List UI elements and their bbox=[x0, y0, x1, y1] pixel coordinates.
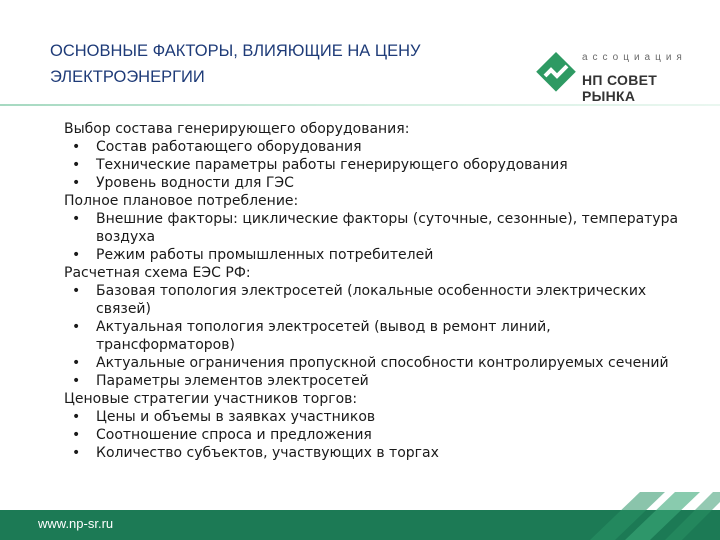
bullet-icon: • bbox=[72, 175, 81, 191]
section-generation bbox=[64, 120, 694, 192]
bullet-icon: • bbox=[72, 247, 81, 263]
bullet-icon: • bbox=[72, 373, 81, 389]
list-item-text: Количество субъектов, участвующих в торгах bbox=[96, 445, 439, 461]
list-item bbox=[64, 246, 694, 264]
bullet-icon: • bbox=[72, 139, 81, 155]
bullet-icon: • bbox=[72, 427, 81, 443]
title-line-1: ОСНОВНЫЕ ФАКТОРЫ, ВЛИЯЮЩИЕ НА ЦЕНУ bbox=[50, 42, 421, 60]
bullet-icon: • bbox=[72, 319, 81, 335]
list-item-text: Состав работающего оборудования bbox=[96, 139, 362, 155]
footer-url-link[interactable]: www.np-sr.ru bbox=[38, 516, 114, 531]
list-item bbox=[64, 408, 694, 426]
section-title: Полное плановое потребление: bbox=[64, 193, 299, 209]
list-item bbox=[64, 354, 694, 372]
list-item bbox=[64, 156, 694, 174]
section-title: Ценовые стратегии участников торгов: bbox=[64, 391, 358, 407]
bullet-icon: • bbox=[72, 211, 81, 227]
company-logo[interactable] bbox=[536, 52, 696, 104]
list-item bbox=[64, 138, 694, 156]
list-item-text: Технические параметры работы генерирующего оборудования bbox=[96, 157, 568, 173]
factors-list bbox=[64, 120, 694, 462]
list-item bbox=[64, 372, 694, 390]
list-item-text: Соотношение спроса и предложения bbox=[96, 427, 372, 443]
list-item-text: Внешние факторы: циклические факторы (суточные, сезонные), температура воздуха bbox=[96, 211, 679, 245]
bullet-icon: • bbox=[72, 157, 81, 173]
footer-decoration-icon bbox=[570, 492, 720, 540]
section-consumption bbox=[64, 192, 694, 264]
list-item-text: Цены и объемы в заявках участников bbox=[96, 409, 376, 425]
section-price-strategies bbox=[64, 390, 694, 462]
footer-bar bbox=[0, 510, 720, 540]
list-item bbox=[64, 282, 694, 318]
list-item bbox=[64, 444, 694, 462]
list-item-text: Режим работы промышленных потребителей bbox=[96, 247, 434, 263]
bullet-icon: • bbox=[72, 355, 81, 371]
logo-top-text: ассоциация bbox=[582, 52, 687, 63]
list-item-text: Актуальные ограничения пропускной способности контролируемых сечений bbox=[96, 355, 669, 371]
page-title bbox=[50, 38, 500, 90]
section-title: Расчетная схема ЕЭС РФ: bbox=[64, 265, 251, 281]
list-item-text: Уровень водности для ГЭС bbox=[96, 175, 294, 191]
np-sovet-rynka-logo-icon bbox=[536, 52, 576, 92]
title-line-2: ЭЛЕКТРОЭНЕРГИИ bbox=[50, 68, 205, 86]
header-divider bbox=[0, 104, 720, 106]
list-item-text: Параметры элементов электросетей bbox=[96, 373, 369, 389]
list-item-text: Базовая топология электросетей (локальные особенности электрических связей) bbox=[96, 283, 647, 317]
bullet-icon: • bbox=[72, 409, 81, 425]
bullet-icon: • bbox=[72, 283, 81, 299]
list-item bbox=[64, 210, 694, 246]
bullet-icon: • bbox=[72, 445, 81, 461]
section-grid-scheme bbox=[64, 264, 694, 390]
list-item-text: Актуальная топология электросетей (вывод в ремонт линий, трансформаторов) bbox=[96, 319, 551, 353]
list-item bbox=[64, 174, 694, 192]
list-item bbox=[64, 426, 694, 444]
logo-bottom-text: НП СОВЕТ РЫНКА bbox=[582, 72, 658, 104]
section-title: Выбор состава генерирующего оборудования: bbox=[64, 121, 410, 137]
list-item bbox=[64, 318, 694, 354]
